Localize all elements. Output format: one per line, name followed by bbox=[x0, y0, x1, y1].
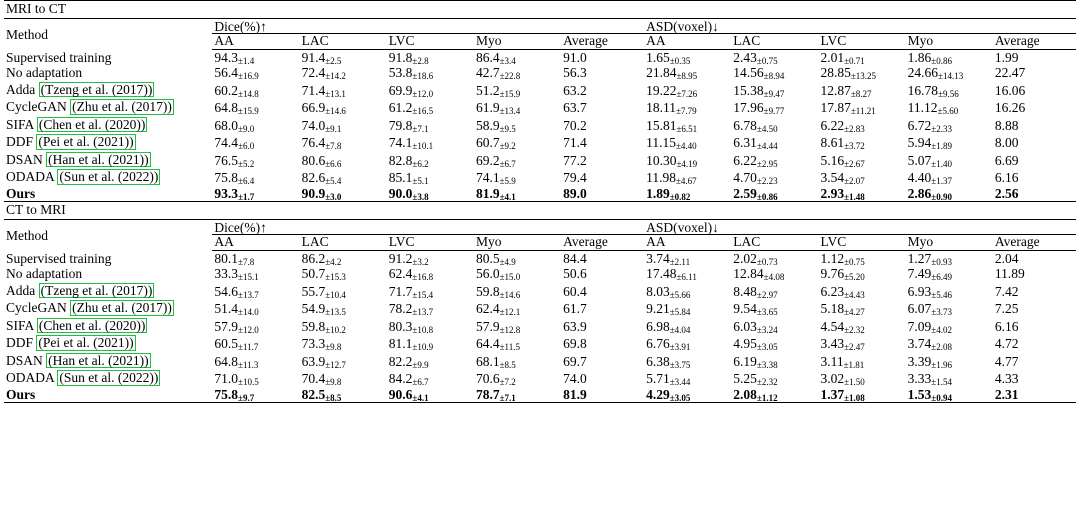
method-name-cell: CycleGAN (Zhu et al. (2017)) bbox=[6, 300, 172, 315]
citation-highlight: (Zhu et al. (2017)) bbox=[72, 99, 172, 114]
table-row bbox=[4, 317, 1076, 335]
table-cell-value: 77.2 bbox=[563, 152, 587, 168]
table-cell-value: 4.40±1.37 bbox=[907, 170, 952, 186]
table-cell-value: 3.74±2.08 bbox=[907, 336, 952, 352]
table-cell-value: 2.04 bbox=[994, 250, 1019, 266]
table-cell-value: 16.06 bbox=[994, 82, 1026, 98]
table-cell-value: 60.7±9.2 bbox=[475, 135, 516, 151]
table-cell-value: 2.02±0.73 bbox=[733, 250, 778, 267]
table-cell-value: 2.93±1.48 bbox=[818, 186, 905, 202]
table-cell-value: 57.9±12.0 bbox=[214, 318, 259, 335]
column-header: AA bbox=[644, 34, 731, 50]
table-cell-value: 82.6±5.4 bbox=[301, 170, 342, 186]
column-header: Average bbox=[993, 235, 1076, 251]
table-cell-value: 56.3 bbox=[563, 65, 587, 80]
table-cell-value: 9.21±5.84 bbox=[646, 301, 691, 317]
table-cell-value: 85.1±5.1 bbox=[388, 170, 429, 186]
table-cell-value: 59.8±14.6 bbox=[475, 283, 521, 300]
table-cell-value: 91.4±2.5 bbox=[301, 49, 342, 66]
table-cell-value: 2.56 bbox=[993, 186, 1076, 202]
table-cell-value: 73.3±9.8 bbox=[301, 336, 342, 352]
table-cell-value: 3.11±1.81 bbox=[820, 353, 865, 370]
table-cell-value: 81.9±4.1 bbox=[474, 186, 561, 202]
table-row bbox=[4, 81, 1076, 99]
table-cell-value: 64.8±15.9 bbox=[214, 100, 259, 116]
table-row bbox=[4, 334, 1076, 352]
table-cell-value: 71.4±13.1 bbox=[301, 82, 346, 99]
table-cell-value: 74.1±5.9 bbox=[475, 170, 516, 186]
table-cell-value: 86.2±4.2 bbox=[301, 250, 342, 267]
citation-highlight: (Sun et al. (2022)) bbox=[59, 370, 159, 385]
table-cell-value: 84.4 bbox=[563, 250, 587, 266]
column-header: LVC bbox=[818, 235, 905, 251]
table-cell-value: 71.4 bbox=[563, 135, 587, 150]
table-cell-value: 2.31 bbox=[993, 387, 1076, 403]
method-name-cell: DDF (Pei et al. (2021)) bbox=[6, 134, 134, 149]
table-cell-value: 61.9±13.4 bbox=[475, 100, 521, 116]
table-cell-value: 6.78±4.50 bbox=[733, 117, 778, 134]
table-cell-value: 64.4±11.5 bbox=[475, 336, 520, 352]
metric-group-header: ASD(voxel)↓ bbox=[644, 219, 1076, 235]
table-cell-value: 80.3±10.8 bbox=[388, 318, 434, 335]
method-name-cell: Adda (Tzeng et al. (2017)) bbox=[6, 81, 153, 97]
table-cell-value: 74.4±6.0 bbox=[214, 135, 255, 151]
method-name-cell: DDF (Pei et al. (2021)) bbox=[6, 335, 134, 350]
table-cell-value: 80.5±4.9 bbox=[475, 250, 516, 267]
table-cell-value: 14.56±8.94 bbox=[733, 65, 785, 81]
section-title: MRI to CT bbox=[4, 1, 1076, 19]
table-cell-value: 42.7±22.8 bbox=[475, 65, 521, 81]
table-cell-value: 82.8±6.2 bbox=[388, 152, 429, 169]
table-cell-value: 78.7±7.1 bbox=[474, 387, 561, 403]
column-header: LAC bbox=[731, 235, 818, 251]
table-cell-value: 6.22±2.95 bbox=[733, 152, 778, 169]
column-header: LVC bbox=[818, 34, 905, 50]
table-cell-value: 69.9±12.0 bbox=[388, 82, 434, 99]
section-title: CT to MRI bbox=[4, 202, 1076, 220]
citation-highlight: (Pei et al. (2021)) bbox=[38, 134, 134, 149]
method-name-cell: DSAN (Han et al. (2021)) bbox=[6, 352, 149, 368]
column-header: LVC bbox=[387, 34, 474, 50]
table-cell-value: 91.0 bbox=[563, 49, 587, 65]
method-name-cell: SIFA (Chen et al. (2020)) bbox=[6, 116, 146, 132]
table-cell-value: 4.95±3.05 bbox=[733, 336, 778, 352]
table-cell-value: 90.0±3.8 bbox=[387, 186, 474, 202]
table-cell-value: 5.71±3.44 bbox=[646, 371, 691, 387]
table-cell-value: 78.2±13.7 bbox=[388, 301, 434, 317]
table-cell-value: 8.61±3.72 bbox=[820, 135, 865, 151]
table-row bbox=[4, 352, 1076, 370]
table-cell-value: 63.9 bbox=[563, 318, 587, 334]
table-cell-value: 68.1±8.5 bbox=[475, 353, 516, 370]
table-row bbox=[4, 186, 1076, 202]
table-cell-value: 70.6±7.2 bbox=[475, 371, 516, 387]
column-header: LVC bbox=[387, 235, 474, 251]
table-cell-value: 17.87±11.21 bbox=[820, 100, 876, 116]
results-table-body bbox=[4, 1, 1076, 403]
method-name-cell: Ours bbox=[4, 186, 212, 202]
table-cell-value: 6.03±3.24 bbox=[733, 318, 778, 335]
column-header: LAC bbox=[731, 34, 818, 50]
method-name-cell: Supervised training bbox=[6, 49, 112, 65]
table-cell-value: 4.29±3.05 bbox=[644, 387, 731, 403]
table-cell-value: 8.03±5.66 bbox=[646, 283, 691, 300]
column-header: AA bbox=[212, 235, 299, 251]
table-cell-value: 71.7±15.4 bbox=[388, 283, 434, 300]
table-cell-value: 70.2 bbox=[563, 117, 587, 133]
table-cell-value: 5.07±1.40 bbox=[907, 152, 952, 169]
table-cell-value: 72.4±14.2 bbox=[301, 65, 346, 81]
table-cell-value: 79.4 bbox=[563, 170, 587, 185]
table-cell-value: 9.76±5.20 bbox=[820, 266, 865, 282]
column-header: Average bbox=[561, 235, 644, 251]
table-cell-value: 21.84±8.95 bbox=[646, 65, 698, 81]
table-cell-value: 63.2 bbox=[563, 82, 587, 98]
metric-group-header: Dice(%)↑ bbox=[212, 18, 644, 34]
table-cell-value: 57.9±12.8 bbox=[475, 318, 521, 335]
table-cell-value: 5.18±4.27 bbox=[820, 301, 865, 317]
table-cell-value: 6.38±3.75 bbox=[646, 353, 691, 370]
table-cell-value: 58.9±9.5 bbox=[475, 117, 516, 134]
table-cell-value: 56.0±15.0 bbox=[475, 266, 521, 282]
table-row bbox=[4, 168, 1076, 186]
table-cell-value: 2.59±0.86 bbox=[731, 186, 818, 202]
table-cell-value: 24.66±14.13 bbox=[907, 65, 964, 81]
table-cell-value: 4.54±2.32 bbox=[820, 318, 865, 335]
table-cell-value: 80.1±7.8 bbox=[214, 250, 255, 267]
table-cell-value: 89.0 bbox=[561, 186, 644, 202]
table-cell-value: 1.37±1.08 bbox=[818, 387, 905, 403]
column-header: Myo bbox=[906, 235, 993, 251]
table-cell-value: 60.4 bbox=[563, 283, 587, 299]
table-cell-value: 82.2±9.9 bbox=[388, 353, 429, 370]
table-cell-value: 8.00 bbox=[994, 135, 1019, 150]
column-header: AA bbox=[212, 34, 299, 50]
citation-highlight: (Chen et al. (2020)) bbox=[38, 317, 146, 333]
table-cell-value: 68.0±9.0 bbox=[214, 117, 255, 134]
table-cell-value: 3.02±1.50 bbox=[820, 371, 865, 387]
table-cell-value: 28.85±13.25 bbox=[820, 65, 877, 81]
table-cell-value: 1.65±0.35 bbox=[646, 49, 691, 66]
table-cell-value: 8.88 bbox=[994, 117, 1019, 133]
citation-highlight: (Sun et al. (2022)) bbox=[59, 169, 159, 184]
table-cell-value: 69.2±6.7 bbox=[475, 152, 516, 169]
table-cell-value: 17.48±6.11 bbox=[646, 266, 697, 282]
citation-highlight: (Tzeng et al. (2017)) bbox=[40, 81, 153, 97]
table-cell-value: 7.42 bbox=[994, 283, 1019, 299]
citation-highlight: (Pei et al. (2021)) bbox=[38, 335, 134, 350]
table-cell-value: 19.22±7.26 bbox=[646, 82, 698, 99]
table-cell-value: 3.54±2.07 bbox=[820, 170, 865, 186]
table-cell-value: 5.25±2.32 bbox=[733, 371, 778, 387]
table-cell-value: 2.43±0.75 bbox=[733, 49, 778, 66]
citation-highlight: (Chen et al. (2020)) bbox=[38, 116, 146, 132]
table-cell-value: 5.94±1.89 bbox=[907, 135, 952, 151]
method-name-cell: ODADA (Sun et al. (2022)) bbox=[6, 370, 159, 385]
column-header: Myo bbox=[474, 34, 561, 50]
table-cell-value: 3.33±1.54 bbox=[907, 371, 952, 387]
table-cell-value: 6.19±3.38 bbox=[733, 353, 778, 370]
table-cell-value: 9.54±3.65 bbox=[733, 301, 778, 317]
table-cell-value: 11.89 bbox=[994, 266, 1025, 281]
table-cell-value: 1.99 bbox=[994, 49, 1019, 65]
table-cell-value: 6.69 bbox=[994, 152, 1019, 168]
column-header: Average bbox=[561, 34, 644, 50]
table-cell-value: 61.2±16.5 bbox=[388, 100, 434, 116]
method-name-cell: Supervised training bbox=[6, 250, 112, 266]
metric-group-header: ASD(voxel)↓ bbox=[644, 18, 1076, 34]
table-cell-value: 69.8 bbox=[563, 336, 587, 351]
table-cell-value: 75.8±6.4 bbox=[214, 170, 255, 186]
table-row bbox=[4, 151, 1076, 169]
table-cell-value: 18.11±7.79 bbox=[646, 100, 697, 116]
column-header: LAC bbox=[300, 34, 387, 50]
table-cell-value: 64.8±11.3 bbox=[214, 353, 259, 370]
table-cell-value: 2.86±0.90 bbox=[906, 186, 993, 202]
table-cell-value: 74.0±9.1 bbox=[301, 117, 342, 134]
column-header: Myo bbox=[906, 34, 993, 50]
table-cell-value: 76.4±7.8 bbox=[301, 135, 342, 151]
table-cell-value: 15.38±9.47 bbox=[733, 82, 785, 99]
table-cell-value: 61.7 bbox=[563, 301, 587, 316]
table-cell-value: 8.48±2.97 bbox=[733, 283, 778, 300]
table-cell-value: 91.2±3.2 bbox=[388, 250, 429, 267]
table-cell-value: 3.39±1.96 bbox=[907, 353, 952, 370]
table-row bbox=[4, 369, 1076, 387]
citation-highlight: (Tzeng et al. (2017)) bbox=[40, 282, 153, 298]
table-cell-value: 81.9 bbox=[561, 387, 644, 403]
column-header: AA bbox=[644, 235, 731, 251]
method-name-cell: CycleGAN (Zhu et al. (2017)) bbox=[6, 99, 172, 114]
table-cell-value: 2.08±1.12 bbox=[731, 387, 818, 403]
table-cell-value: 81.1±10.9 bbox=[388, 336, 434, 352]
table-cell-value: 6.16 bbox=[994, 170, 1019, 185]
table-cell-value: 60.2±14.8 bbox=[214, 82, 259, 99]
table-cell-value: 22.47 bbox=[994, 65, 1026, 80]
table-cell-value: 6.22±2.83 bbox=[820, 117, 865, 134]
citation-highlight: (Han et al. (2021)) bbox=[48, 151, 149, 167]
table-cell-value: 59.8±10.2 bbox=[301, 318, 346, 335]
table-cell-value: 86.4±3.4 bbox=[475, 49, 516, 66]
table-cell-value: 7.09±4.02 bbox=[907, 318, 952, 335]
table-cell-value: 2.01±0.71 bbox=[820, 49, 865, 66]
table-cell-value: 55.7±10.4 bbox=[301, 283, 346, 300]
table-cell-value: 90.9±3.0 bbox=[300, 186, 387, 202]
table-cell-value: 6.98±4.04 bbox=[646, 318, 691, 335]
table-cell-value: 63.7 bbox=[563, 100, 587, 115]
method-name-cell: Ours bbox=[4, 387, 212, 403]
table-cell-value: 62.4±16.8 bbox=[388, 266, 434, 282]
table-cell-value: 11.15±4.40 bbox=[646, 135, 697, 151]
table-cell-value: 71.0±10.5 bbox=[214, 371, 259, 387]
column-header: LAC bbox=[300, 235, 387, 251]
table-row bbox=[4, 98, 1076, 116]
table-cell-value: 53.8±18.6 bbox=[388, 65, 434, 81]
table-row bbox=[4, 49, 1076, 65]
table-cell-value: 50.7±15.3 bbox=[301, 266, 346, 282]
table-cell-value: 60.5±11.7 bbox=[214, 336, 259, 352]
table-cell-value: 5.16±2.67 bbox=[820, 152, 865, 169]
table-cell-value: 56.4±16.9 bbox=[214, 65, 259, 81]
table-cell-value: 10.30±4.19 bbox=[646, 152, 698, 169]
table-cell-value: 51.4±14.0 bbox=[214, 301, 259, 317]
table-cell-value: 54.9±13.5 bbox=[301, 301, 346, 317]
table-cell-value: 63.9±12.7 bbox=[301, 353, 346, 370]
results-table bbox=[4, 0, 1076, 403]
table-cell-value: 50.6 bbox=[563, 266, 587, 281]
table-cell-value: 62.4±12.1 bbox=[475, 301, 521, 317]
table-cell-value: 6.07±3.73 bbox=[907, 301, 952, 317]
table-cell-value: 66.9±14.6 bbox=[301, 100, 346, 116]
table-cell-value: 12.84±4.08 bbox=[733, 266, 785, 282]
method-name-cell: Adda (Tzeng et al. (2017)) bbox=[6, 282, 153, 298]
method-name-cell: No adaptation bbox=[6, 65, 83, 80]
table-cell-value: 1.89±0.82 bbox=[644, 186, 731, 202]
table-row bbox=[4, 65, 1076, 81]
table-row bbox=[4, 133, 1076, 151]
table-cell-value: 1.12±0.75 bbox=[820, 250, 865, 267]
table-cell-value: 11.98±4.67 bbox=[646, 170, 697, 186]
table-cell-value: 6.16 bbox=[994, 318, 1019, 334]
method-header: Method bbox=[4, 18, 212, 49]
table-cell-value: 74.1±10.1 bbox=[388, 135, 434, 151]
table-cell-value: 3.43±2.47 bbox=[820, 336, 865, 352]
table-cell-value: 3.74±2.11 bbox=[646, 250, 691, 267]
table-row bbox=[4, 250, 1076, 266]
table-cell-value: 94.3±1.4 bbox=[214, 49, 255, 66]
table-cell-value: 1.27±0.93 bbox=[907, 250, 952, 267]
metric-group-header: Dice(%)↑ bbox=[212, 219, 644, 235]
table-cell-value: 7.49±6.49 bbox=[907, 266, 952, 282]
table-cell-value: 6.72±2.33 bbox=[907, 117, 952, 134]
table-cell-value: 4.33 bbox=[994, 371, 1019, 386]
table-row bbox=[4, 387, 1076, 403]
table-cell-value: 76.5±5.2 bbox=[214, 152, 255, 169]
table-cell-value: 4.77 bbox=[994, 353, 1019, 369]
table-cell-value: 1.86±0.86 bbox=[907, 49, 952, 66]
table-cell-value: 80.6±6.6 bbox=[301, 152, 342, 169]
table-cell-value: 84.2±6.7 bbox=[388, 371, 429, 387]
table-cell-value: 90.6±4.1 bbox=[387, 387, 474, 403]
table-row bbox=[4, 282, 1076, 300]
table-row bbox=[4, 116, 1076, 134]
table-cell-value: 79.8±7.1 bbox=[388, 117, 429, 134]
table-cell-value: 70.4±9.8 bbox=[301, 371, 342, 387]
table-cell-value: 7.25 bbox=[994, 301, 1019, 316]
table-row bbox=[4, 266, 1076, 282]
citation-highlight: (Han et al. (2021)) bbox=[48, 352, 149, 368]
table-cell-value: 91.8±2.8 bbox=[388, 49, 429, 66]
table-cell-value: 15.81±6.51 bbox=[646, 117, 698, 134]
table-cell-value: 17.96±9.77 bbox=[733, 100, 785, 116]
table-cell-value: 74.0 bbox=[563, 371, 587, 386]
table-cell-value: 6.31±4.44 bbox=[733, 135, 778, 151]
table-cell-value: 6.76±3.91 bbox=[646, 336, 691, 352]
table-cell-value: 6.23±4.43 bbox=[820, 283, 865, 300]
table-cell-value: 16.26 bbox=[994, 100, 1026, 115]
table-cell-value: 4.70±2.23 bbox=[733, 170, 778, 186]
table-cell-value: 51.2±15.9 bbox=[475, 82, 521, 99]
method-name-cell: No adaptation bbox=[6, 266, 83, 281]
table-cell-value: 12.87±8.27 bbox=[820, 82, 872, 99]
table-cell-value: 11.12±5.60 bbox=[907, 100, 959, 116]
table-cell-value: 6.93±5.46 bbox=[907, 283, 952, 300]
method-header: Method bbox=[4, 219, 212, 250]
method-name-cell: DSAN (Han et al. (2021)) bbox=[6, 151, 149, 167]
citation-highlight: (Zhu et al. (2017)) bbox=[72, 300, 172, 315]
table-cell-value: 82.5±8.5 bbox=[300, 387, 387, 403]
table-cell-value: 75.8±9.7 bbox=[212, 387, 299, 403]
table-cell-value: 4.72 bbox=[994, 336, 1019, 351]
table-cell-value: 54.6±13.7 bbox=[214, 283, 259, 300]
table-cell-value: 1.53±0.94 bbox=[906, 387, 993, 403]
table-row bbox=[4, 299, 1076, 317]
column-header: Average bbox=[993, 34, 1076, 50]
table-cell-value: 93.3±1.7 bbox=[212, 186, 299, 202]
table-cell-value: 16.78±9.56 bbox=[907, 82, 959, 99]
method-name-cell: ODADA (Sun et al. (2022)) bbox=[6, 169, 159, 184]
table-cell-value: 33.3±15.1 bbox=[214, 266, 259, 282]
method-name-cell: SIFA (Chen et al. (2020)) bbox=[6, 317, 146, 333]
column-header: Myo bbox=[474, 235, 561, 251]
table-cell-value: 69.7 bbox=[563, 353, 587, 369]
